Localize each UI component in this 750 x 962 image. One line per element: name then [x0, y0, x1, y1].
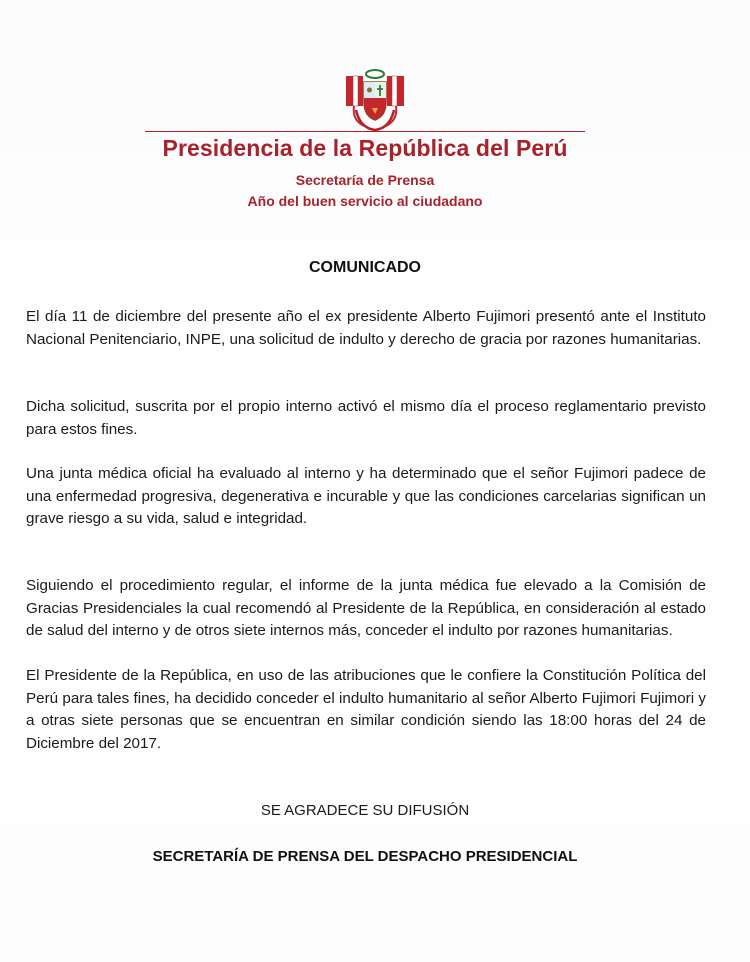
letterhead-rule — [145, 131, 585, 132]
paragraph-2: Dicha solicitud, suscrita por el propio interno activó el mismo día el proceso reglamentario previsto para estos fines. — [26, 398, 706, 438]
letterhead — [0, 66, 750, 136]
paragraph-1: El día 11 de diciembre del presente año el ex presidente Alberto Fujimori presentó ante el Instituto Nacional Penitenciario, INPE, una solicitud de indulto y derecho de gracia por razones humanitarias. — [26, 308, 706, 348]
coat-of-arms-icon — [340, 66, 410, 136]
paragraph-4: Siguiendo el procedimiento regular, el informe de la junta médica fue elevado a la Comisión de Gracias Presidenciales la cual recomendó al Presidente de la República, en consideración al estado de salud del interno y de otros siete internos más, conceder el indulto por razones humanitarias. — [26, 577, 706, 639]
paragraph-3: Una junta médica oficial ha evaluado al interno y ha determinado que el señor Fujimori padece de una enfermedad progresiva, degenerativa e incurable y que las condiciones carcelarias significan un grave riesgo a su vida, salud e integridad. — [26, 465, 706, 527]
paragraph-5: El Presidente de la República, en uso de las atribuciones que le confiere la Constitución Política del Perú para tales fines, ha decidido conceder el indulto humanitario al señor Alberto Fujimori Fujimori y a otras siete personas que se encuentran en similar condición siendo las 18:00 horas del 24 de Diciembre del 2017. — [26, 667, 706, 752]
letterhead-motto: Año del buen servicio al ciudadano — [247, 193, 483, 209]
document-heading: COMUNICADO — [309, 259, 421, 276]
closing-line: SE AGRADECE SU DIFUSIÓN — [260, 802, 470, 819]
signature-line: SECRETARÍA DE PRENSA DEL DESPACHO PRESIDENCIAL — [152, 848, 578, 865]
letterhead-title: Presidencia de la República del Perú — [162, 135, 568, 161]
letterhead-office: Secretaría de Prensa — [295, 172, 435, 188]
